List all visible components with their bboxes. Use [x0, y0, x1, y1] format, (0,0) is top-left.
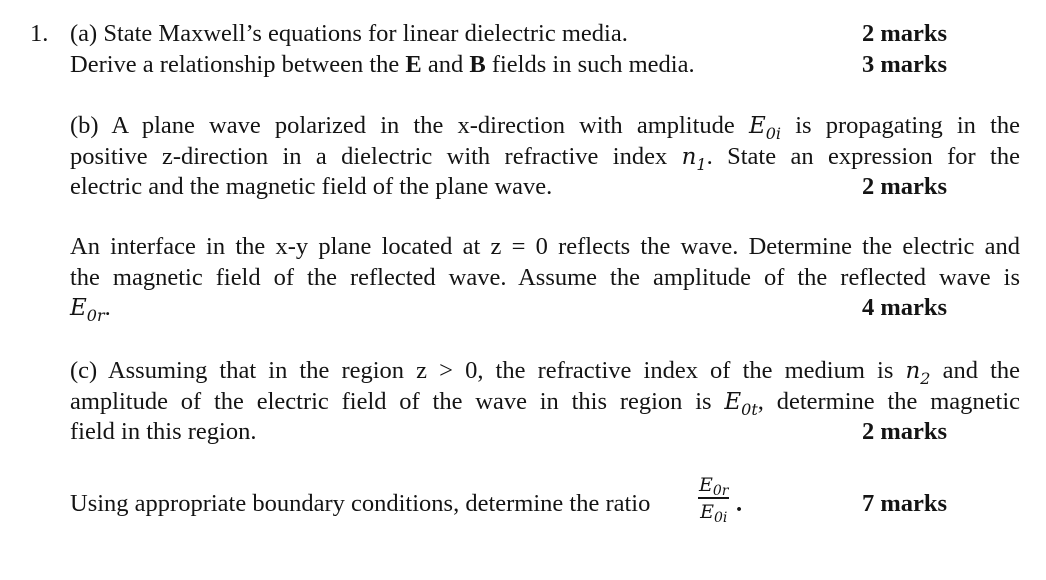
n1-subscript: 1 [696, 154, 707, 174]
part-c-l2-post: , determine the magnetic [757, 387, 1020, 415]
e0t-base: E [724, 388, 742, 415]
part-b-reflection [70, 232, 1020, 324]
part-a-statement: (a) State Maxwell’s equations for linear dielectric media. [70, 20, 628, 47]
part-c-marks: 2 marks [862, 418, 948, 445]
n2-subscript: 2 [920, 369, 931, 388]
num-subscript: 0r [712, 483, 729, 499]
part-b-line-3 [70, 172, 1020, 203]
part-c-l2-pre: amplitude of the electric field of the wave in this region is [70, 387, 712, 415]
part-a-marks-2: 3 marks [862, 50, 948, 78]
n2-base: n [905, 358, 921, 384]
part-b-line-2 [70, 142, 1020, 173]
den-base: E [700, 500, 714, 523]
ratio-numerator [698, 474, 729, 499]
e0t-symbol [724, 388, 758, 419]
part-c-line-3 [70, 417, 1020, 448]
part-c-line-1 [70, 356, 1020, 387]
part-a-derive-post: fields in such media. [485, 50, 695, 78]
part-b-l1-post: is propagating in the [795, 112, 1020, 139]
part-a-derive-pre: Derive a relationship between the [70, 50, 406, 78]
part-b-l3-text: electric and the magnetic field of the plane wave. [70, 173, 553, 200]
e0t-subscript: 0t [741, 399, 758, 419]
part-c-l1-post: and the [942, 357, 1021, 384]
part-a-line-2 [70, 50, 1020, 81]
e0r-subscript: 0r [86, 306, 105, 325]
part-b-line-1 [70, 111, 1020, 142]
e0r-base: E [70, 295, 87, 321]
b-field-symbol: B [469, 50, 486, 78]
question-number: 1. [30, 20, 49, 47]
n2-symbol [905, 358, 931, 388]
part-b2-line-1: An interface in the x-y plane located at z = 0 reflects the wave. Determine the electric and [70, 233, 1020, 260]
e0i-subscript: 0i [765, 124, 782, 143]
part-b2-line-3 [70, 293, 1020, 324]
e0i-symbol [748, 113, 782, 143]
n1-symbol [681, 143, 707, 174]
part-c-ratio [70, 474, 1020, 526]
e-field-symbol: E [405, 50, 422, 78]
part-c-line-2 [70, 387, 1020, 418]
e0i-base: E [748, 113, 766, 139]
part-c2-line [70, 474, 1020, 526]
part-c2-text: Using appropriate boundary conditions, determine the ratio [70, 490, 651, 517]
n1-base: n [681, 143, 697, 170]
part-b2-marks: 4 marks [862, 294, 948, 321]
part-a [70, 19, 1020, 80]
part-a-line-1 [70, 19, 1020, 50]
part-b2-period: . [104, 294, 111, 321]
e0r-symbol [70, 295, 105, 325]
part-b-marks: 2 marks [862, 173, 948, 200]
part-b-l2-post: . State an expression for the [706, 142, 1020, 170]
part-b [70, 111, 1020, 203]
part-c [70, 356, 1020, 448]
den-subscript: 0i [713, 509, 728, 526]
part-b2-line-2: the magnetic field of the reflected wave. Assume the amplitude of the reflected wave is [70, 263, 1020, 291]
ratio-fraction [698, 474, 729, 526]
num-base: E [699, 474, 713, 496]
part-c2-marks: 7 marks [862, 490, 948, 517]
part-c-l1-pre: (c) Assuming that in the region z > 0, the refractive index of the medium is [70, 357, 894, 384]
ratio-denominator [698, 500, 729, 526]
part-c-l3-text: field in this region. [70, 418, 257, 445]
part-b-l1-pre: (b) A plane wave polarized in the x-direction with amplitude [70, 112, 735, 139]
part-a-marks-1: 2 marks [862, 20, 948, 47]
ratio-period: . [736, 490, 743, 517]
part-b-l2-pre: positive z-direction in a dielectric with refractive index [70, 142, 668, 170]
part-a-derive-mid: and [421, 50, 470, 78]
